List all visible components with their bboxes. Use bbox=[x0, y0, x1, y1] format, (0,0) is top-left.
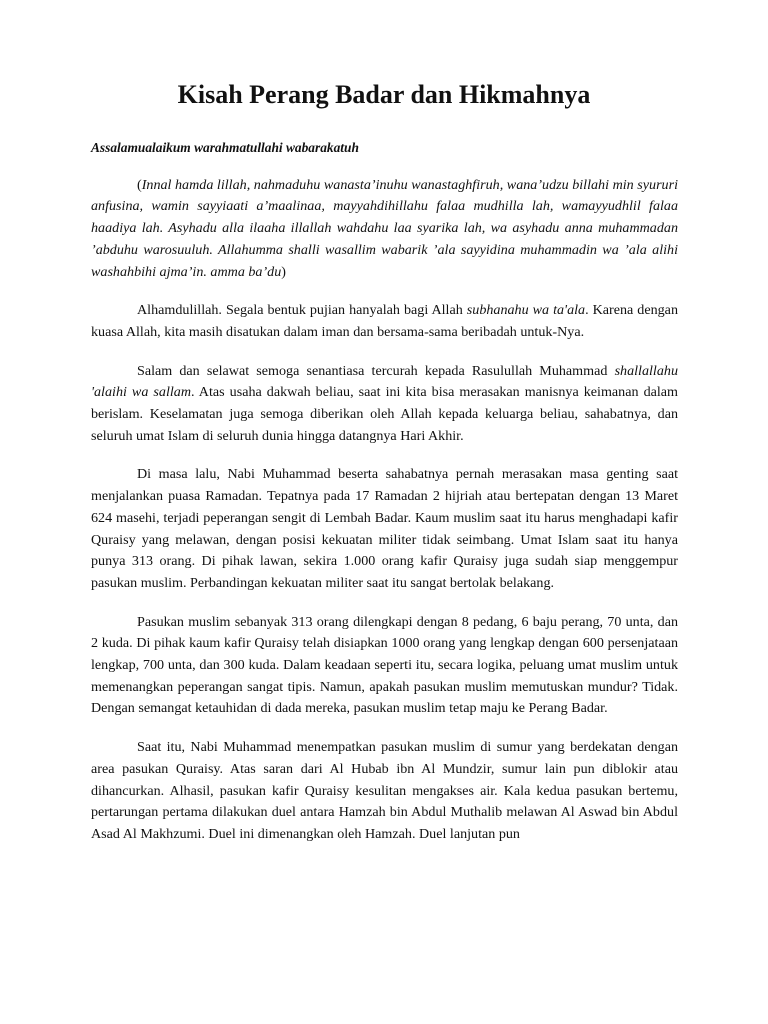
paragraph-text: Alhamdulillah. Segala bentuk pujian hanyalah bagi Allah bbox=[137, 302, 467, 319]
paragraph-pasukan-muslim: Pasukan muslim sebanyak 313 orang dilengkapi dengan 8 pedang, 6 baju perang, 70 unta, dan 2 kuda. Di pihak kaum kafir Quraisy telah disiapkan 1000 orang yang lengkap dengan 600 persenjataan lengkap, 700 unta, dan 300 kuda. Dalam keadaan seperti itu, secara logika, peluang umat muslim untuk memenangkan peperangan sangat tipis. Namun, apakah pasukan muslim memutuskan mundur? Tidak. Dengan semangat ketauhidan di dada mereka, pasukan muslim tetap maju ke Perang Badar. bbox=[91, 613, 678, 717]
paragraph-saat-itu: Saat itu, Nabi Muhammad menempatkan pasukan muslim di sumur yang berdekatan dengan area pasukan Quraisy. Atas saran dari Al Hubab ibn Al Mundzir, sumur lain pun diblokir atau dihancurkan. Alhasil, pasukan kafir Quraisy kesulitan mengakses air. Kala kedua pasukan bertemu, pertarungan pertama dilakukan duel antara Hamzah bin Abdul Muthalib melawan Al Aswad bin Abdul Asad Al Makhzumi. Duel ini dimenangkan oleh Hamzah. Duel lanjutan pun bbox=[91, 739, 678, 842]
paragraph-salam-selawat bbox=[91, 361, 678, 448]
greeting-line: Assalamualaikum warahmatullahi wabarakatuh bbox=[91, 140, 359, 155]
italic-phrase: shallallahu 'alaihi wa sallam bbox=[91, 362, 678, 401]
paragraph-masa-lalu: Di masa lalu, Nabi Muhammad beserta sahabatnya pernah merasakan masa genting saat menjalankan puasa Ramadan. Tepatnya pada 17 Ramadan 2 hijriah atau bertepatan dengan 13 Maret 624 masehi, terjadi peperangan sengit di Lembah Badar. Kaum muslim saat itu harus menghadapi kafir Quraisy yang melawan, dengan posisi kekuatan militer tidak seimbang. Umat Islam saat itu hanya punya 313 orang. Di pihak lawan, sekira 1.000 orang kafir Quraisy juga sudah siap menggempur pasukan muslim. Perbandingan kekuatan militer saat itu sangat bertolak belakang. bbox=[91, 466, 678, 591]
document-title: Kisah Perang Badar dan Hikmahnya bbox=[177, 80, 591, 109]
paragraph-text: . Karena dengan kuasa Allah, kita masih disatukan dalam iman dan bersama-sama beribadah untuk-Nya. bbox=[91, 302, 678, 340]
arabic-opening-text: Innal hamda lillah, nahmaduhu wanasta’inuhu wanastaghfiruh, wana’udzu billahi min syururi anfusina, wamin sayyiaati a’maalinaa, mayyahdihillahu falaa mudhilla lah, wamayyudhlil falaa haadiya lah. Asyhadu alla ilaaha illallah wahdahu laa syarika lah, wa asyhadu anna muhammadan ’abduhu warosuuluh. Allahumma shalli wasallim wabarik ’ala sayyidina muhammadin wa ’ala alihi washahbihi ajma’in. amma ba’du bbox=[91, 176, 678, 280]
italic-phrase: subhanahu wa ta'ala bbox=[466, 302, 586, 319]
paragraph-text: Salam dan selawat semoga senantiasa tercurah kepada Rasulullah Muhammad bbox=[137, 362, 615, 379]
paragraph-text: . Atas usaha dakwah beliau, saat ini kita bisa merasakan manisnya keimanan dalam berislam. Keselamatan juga semoga diberikan oleh Allah kepada keluarga beliau, sahabatnya, dan seluruh umat Islam di seluruh dunia hingga datangnya Hari Akhir. bbox=[91, 384, 679, 444]
close-paren: ) bbox=[281, 263, 286, 280]
open-paren: ( bbox=[137, 176, 142, 193]
document-body bbox=[91, 137, 678, 846]
paragraph-alhamdulillah bbox=[91, 300, 678, 343]
paragraph-opening-prayer bbox=[91, 175, 678, 284]
